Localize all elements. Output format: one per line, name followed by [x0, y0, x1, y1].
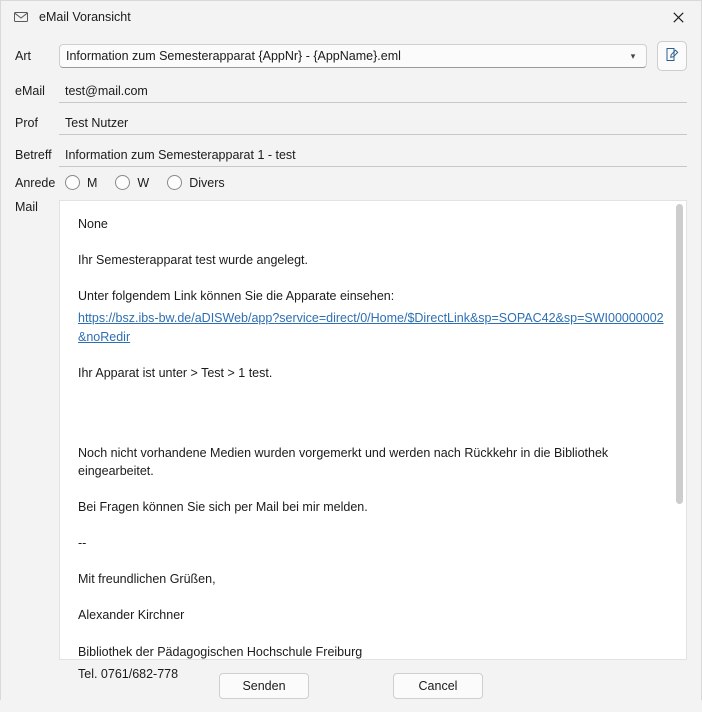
- label-betreff: Betreff: [15, 148, 52, 162]
- mail-paragraph-8: Bibliothek der Pädagogischen Hochschule Freiburg: [78, 644, 363, 659]
- row-prof: [15, 111, 687, 135]
- email-input[interactable]: [59, 79, 687, 103]
- anrede-radio-group: [59, 175, 687, 190]
- label-mail: Mail: [15, 200, 38, 214]
- prof-input[interactable]: [59, 111, 687, 135]
- edit-template-button[interactable]: [657, 41, 687, 71]
- radio-anrede-w[interactable]: [115, 175, 149, 190]
- radio-anrede-m[interactable]: [65, 175, 97, 190]
- mail-paragraph-2: Unter folgendem Link können Sie die Apparate einsehen:: [78, 289, 395, 304]
- mail-link[interactable]: https://bsz.ibs-bw.de/aDISWeb/app?service=direct/0/Home/$DirectLink&sp=SOPAC42&sp=SWI00000002&noRedir: [78, 311, 664, 344]
- radio-label-w: W: [137, 175, 150, 190]
- betreff-input[interactable]: [59, 143, 687, 167]
- label-email: eMail: [15, 84, 45, 98]
- title-bar: [1, 1, 701, 33]
- window-title: eMail Voransicht: [39, 10, 131, 24]
- label-art: Art: [15, 49, 31, 63]
- mail-paragraph-7: Alexander Kirchner: [78, 608, 185, 623]
- row-anrede: [15, 175, 687, 190]
- form-content: [1, 33, 701, 681]
- mail-paragraph-5: Bei Fragen können Sie sich per Mail bei mir melden.: [78, 500, 368, 514]
- mail-paragraph-6: Mit freundlichen Grüßen,: [78, 572, 216, 587]
- mail-paragraph-3: Ihr Apparat ist unter > Test > 1 test.: [78, 365, 273, 380]
- mail-spacer: [78, 400, 664, 444]
- radio-circle-icon: [115, 175, 130, 190]
- label-prof: Prof: [15, 116, 38, 130]
- art-combobox[interactable]: [59, 44, 647, 68]
- row-email: [15, 79, 687, 103]
- mail-scrollbar-thumb[interactable]: [676, 204, 683, 504]
- cancel-button[interactable]: Cancel: [393, 673, 483, 699]
- mail-paragraph-9: Tel. 0761/682-778: [78, 666, 179, 681]
- mail-greeting: None: [78, 217, 108, 231]
- chevron-down-icon: ▾: [630, 50, 636, 61]
- radio-label-divers: Divers: [189, 175, 225, 190]
- radio-label-m: M: [87, 175, 98, 190]
- radio-anrede-divers[interactable]: [167, 175, 224, 190]
- art-combobox-value: Information zum Semesterapparat {AppNr} - {AppName}.eml: [66, 49, 401, 63]
- send-button[interactable]: Senden: [219, 673, 309, 699]
- row-betreff: [15, 143, 687, 167]
- radio-circle-icon: [65, 175, 80, 190]
- row-art: [15, 41, 687, 71]
- mail-icon: [13, 9, 29, 25]
- mail-paragraph-1: Ihr Semesterapparat test wurde angelegt.: [78, 253, 308, 268]
- mail-scrollbar[interactable]: [674, 202, 685, 658]
- mail-body-panel[interactable]: [59, 200, 687, 681]
- radio-circle-icon: [167, 175, 182, 190]
- mail-body-text[interactable]: [60, 201, 686, 681]
- mail-separator: --: [78, 536, 87, 551]
- mail-paragraph-4: Noch nicht vorhandene Medien wurden vorgemerkt und werden nach Rückkehr in die Bibliothek eingearbeitet.: [78, 445, 609, 478]
- label-anrede: Anrede: [15, 175, 56, 190]
- edit-document-icon: [664, 46, 681, 66]
- row-mail: [15, 200, 687, 681]
- close-button[interactable]: [655, 1, 701, 33]
